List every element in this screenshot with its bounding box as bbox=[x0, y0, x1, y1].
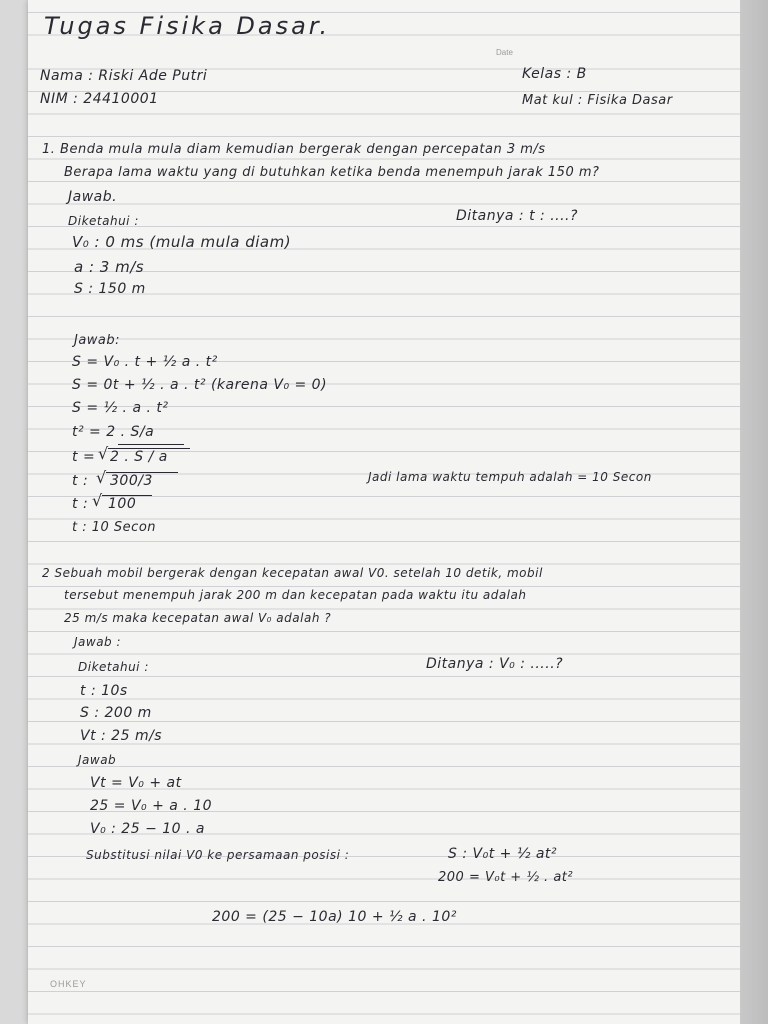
q2-given-t: t : 10s bbox=[80, 683, 128, 699]
q2-eq1: Vt = V₀ + at bbox=[90, 775, 182, 791]
q1-given-s: S : 150 m bbox=[74, 281, 146, 297]
q1-step1: S = V₀ . t + ½ a . t² bbox=[72, 354, 218, 370]
q1-text-line1: 1. Benda mula mula diam kemudian bergerak dengan percepatan 3 m/s bbox=[42, 142, 546, 157]
q1-conclusion: Jadi lama waktu tempuh adalah = 10 Secon bbox=[368, 470, 652, 484]
q1-text-line2: Berapa lama waktu yang di butuhkan ketika benda menempuh jarak 150 m? bbox=[64, 165, 600, 180]
q2-given-vt: Vt : 25 m/s bbox=[80, 728, 163, 744]
course-info: Mat kul : Fisika Dasar bbox=[522, 93, 673, 108]
q1-step4-underline bbox=[118, 444, 184, 445]
q2-eq3: V₀ : 25 − 10 . a bbox=[90, 821, 205, 837]
q1-step2: S = 0t + ½ . a . t² (karena V₀ = 0) bbox=[72, 377, 328, 393]
class-info: Kelas : B bbox=[522, 66, 587, 82]
page-edge-shadow bbox=[740, 0, 768, 1024]
q1-ditanya: Ditanya : t : ....? bbox=[456, 208, 578, 224]
q2-substitution-eq: S : V₀t + ½ at² bbox=[448, 846, 558, 862]
q1-step5-prefix: t = bbox=[72, 449, 96, 465]
q2-eq4: 200 = V₀t + ½ . at² bbox=[438, 870, 574, 885]
q1-step7-prefix: t : bbox=[72, 496, 89, 512]
student-nim: NIM : 24410001 bbox=[40, 91, 159, 107]
q1-step5-radicand: 2 . S / a bbox=[110, 449, 168, 465]
q1-step7-sqrt: √ bbox=[92, 491, 103, 510]
q2-text-line1: 2 Sebuah mobil bergerak dengan kecepatan awal V0. setelah 10 detik, mobil bbox=[42, 566, 543, 580]
date-label: Date bbox=[496, 48, 513, 57]
q1-diketahui-label: Diketahui : bbox=[68, 214, 139, 228]
q1-step5-sqrt: √ bbox=[98, 444, 109, 463]
student-name: Nama : Riski Ade Putri bbox=[40, 68, 208, 84]
q2-text-line3: 25 m/s maka kecepatan awal V₀ adalah ? bbox=[64, 611, 332, 625]
q1-step8: t : 10 Secon bbox=[72, 520, 157, 535]
q2-diketahui-label: Diketahui : bbox=[78, 660, 149, 674]
notebook-brand: OHKEY bbox=[50, 979, 87, 989]
q1-given-a: a : 3 m/s bbox=[74, 258, 145, 276]
q2-ditanya: Ditanya : V₀ : .....? bbox=[426, 656, 564, 672]
q2-jawab-label: Jawab : bbox=[74, 635, 122, 649]
q2-text-line2: tersebut menempuh jarak 200 m dan kecepatan pada waktu itu adalah bbox=[64, 588, 527, 602]
page-title: Tugas Fisika Dasar. bbox=[44, 12, 331, 40]
q1-jawab2-label: Jawab: bbox=[74, 333, 121, 348]
q1-step4: t² = 2 . S/a bbox=[72, 424, 155, 440]
q1-step6-prefix: t : bbox=[72, 473, 89, 489]
q1-step7-radicand: 100 bbox=[108, 496, 137, 512]
q2-eq5: 200 = (25 − 10a) 10 + ½ a . 10² bbox=[212, 909, 457, 925]
notebook-page bbox=[28, 0, 742, 1024]
q1-step6-radicand: 300/3 bbox=[110, 473, 153, 489]
q2-substitution-text: Substitusi nilai V0 ke persamaan posisi : bbox=[86, 848, 350, 862]
q1-jawab-label: Jawab. bbox=[68, 189, 118, 205]
q2-eq2: 25 = V₀ + a . 10 bbox=[90, 798, 213, 814]
q2-given-s: S : 200 m bbox=[80, 705, 152, 721]
q2-jawab2-label: Jawab bbox=[78, 753, 117, 767]
q1-step3: S = ½ . a . t² bbox=[72, 400, 169, 416]
q1-step6-sqrt: √ bbox=[96, 468, 107, 487]
q1-given-v0: V₀ : 0 ms (mula mula diam) bbox=[72, 233, 292, 251]
